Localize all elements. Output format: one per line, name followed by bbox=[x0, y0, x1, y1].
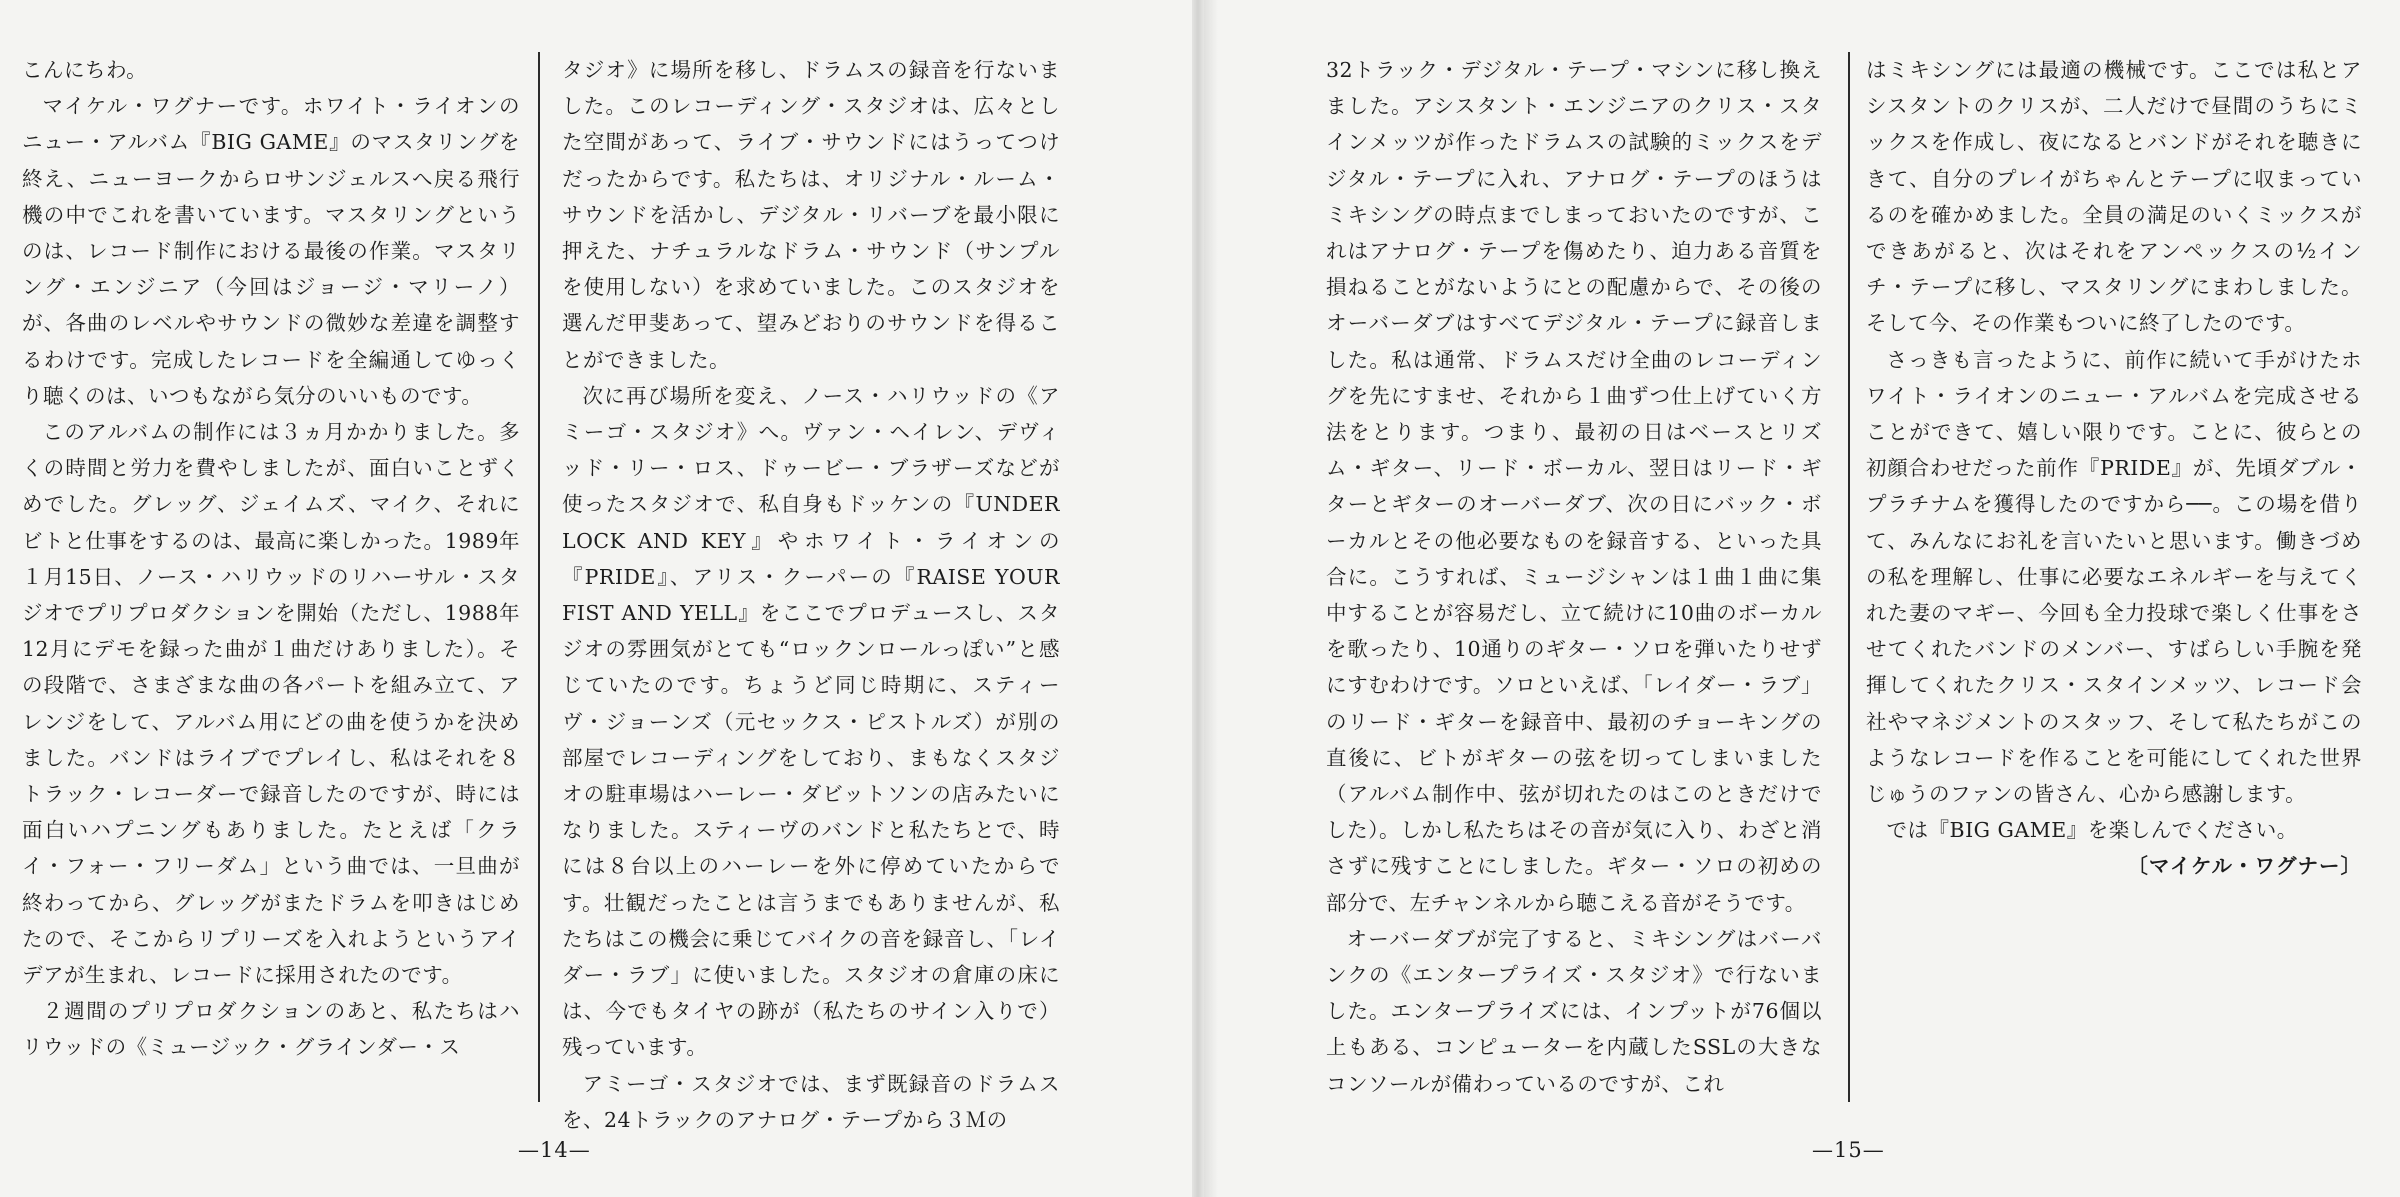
paragraph: アミーゴ・スタジオでは、まず既録音のドラムスを、24トラックのアナログ・テープから３Ｍの bbox=[562, 1071, 1060, 1132]
paragraph: はミキシングには最適の機械です。ここでは私とアシスタントのクリスが、二人だけで昼間のうちにミックスを作成し、夜になるとバンドがそれを聴きにきて、自分のプレイがちゃんとテープに収まっているのを確かめました。全員の満足のいくミックスができあがると、次はそれをアンペックスの½インチ・テープに移し、マスタリングにまわしました。そして今、その作業もついに終了したのです。 bbox=[1866, 58, 2362, 336]
paragraph: マイケル・ワグナーです。ホワイト・ライオンのニュー・アルバム『BIG GAME』のマスタリングを終え、ニューヨークからロサンジェルスへ戻る飛行機の中でこれを書いています。マスタリングというのは、レコード制作における最後の作業。マスタリング・エンジニア（今回はジョージ・マリーノ）が、各曲のレベルやサウンドの微妙な差違を調整するわけです。完成したレコードを全編通してゆっくり聴くのは、いつもながら気分のいいものです。 bbox=[22, 94, 520, 408]
right-page bbox=[1204, 0, 2400, 1197]
paragraph: ２週間のプリプロダクションのあと、私たちはハリウッドの《ミュージック・グラインダー・ス bbox=[22, 999, 520, 1060]
book-spine bbox=[1192, 0, 1204, 1197]
paragraph: では『BIG GAME』を楽しんでください。 bbox=[1886, 818, 2298, 843]
paragraph: オーバーダブが完了すると、ミキシングはバーバンクの《エンタープライズ・スタジオ》で行ないました。エンタープライズには、インプットが76個以上もある、コンピューターを内蔵したSSLの大きなコンソールが備わっているのですが、これ bbox=[1326, 926, 1822, 1096]
column-1 bbox=[22, 52, 520, 1066]
paragraph: こんにちわ。 bbox=[22, 58, 148, 82]
signature: 〔マイケル・ワグナー〕 bbox=[2127, 854, 2362, 879]
gutter-shadow bbox=[1204, 0, 1218, 1197]
page-number: —15— bbox=[1812, 1138, 1885, 1162]
column-3 bbox=[1326, 52, 1822, 1102]
page-number: —14— bbox=[518, 1138, 591, 1162]
paragraph: さっきも言ったように、前作に続いて手がけたホワイト・ライオンのニュー・アルバムを完成させることができて、嬉しい限りです。ことに、彼らとの初顔合わせだった前作『PRIDE』が、先頃ダブル・プラチナムを獲得したのですから──。この場を借りて、みんなにお礼を言いたいと思います。働きづめの私を理解し、仕事に必要なエネルギーを与えてくれた妻のマギー、今回も全力投球で楽しく仕事をさせてくれたバンドのメンバー、すばらしい手腕を発揮してくれたクリス・スタインメッツ、レコード会社やマネジメントのスタッフ、そして私たちがこのようなレコードを作ることを可能にしてくれた世界じゅうのファンの皆さん、心から感謝します。 bbox=[1866, 347, 2362, 807]
column-divider bbox=[538, 52, 540, 1102]
column-4 bbox=[1866, 52, 2362, 885]
column-divider bbox=[1848, 52, 1850, 1102]
left-page bbox=[0, 0, 1192, 1197]
paragraph: このアルバムの制作には３ヵ月かかりました。多くの時間と労力を費やしましたが、面白いことずくめでした。グレッグ、ジェイムズ、マイク、それにビトと仕事をするのは、最高に楽しかった。1989年１月15日、ノース・ハリウッドのリハーサル・スタジオでプリプロダクションを開始（ただし、1988年12月にデモを録った曲が１曲だけありました）。その段階で、さまざまな曲の各パートを組み立て、アレンジをして、アルバム用にどの曲を使うかを決めました。バンドはライブでプレイし、私はそれを８トラック・レコーダーで録音したのですが、時には面白いハプニングもありました。たとえば「クライ・フォー・フリーダム」という曲では、一旦曲が終わってから、グレッグがまたドラムを叩きはじめたので、そこからリプリーズを入れようというアイデアが生まれ、レコードに採用されたのです。 bbox=[22, 420, 520, 988]
column-2 bbox=[562, 52, 1060, 1138]
paragraph: 次に再び場所を変え、ノース・ハリウッドの《アミーゴ・スタジオ》へ。ヴァン・ヘイレン、デヴィッド・リー・ロス、ドゥービー・ブラザーズなどが使ったスタジオで、私自身もドッケンの『UNDER LOCK AND KEY』やホワイト・ライオンの『PRIDE』、アリス・クーパーの『RAISE YOUR FIST AND YELL』をここでプロデュースし、スタジオの雰囲気がとても“ロックンロールっぽい”と感じていたのです。ちょうど同じ時期に、スティーヴ・ジョーンズ（元セックス・ピストルズ）が別の部屋でレコーディングをしており、まもなくスタジオの駐車場はハーレー・ダビットソンの店みたいになりました。スティーヴのバンドと私たちとで、時には８台以上のハーレーを外に停めていたからです。壮観だったことは言うまでもありませんが、私たちはこの機会に乗じてバイクの音を録音し、「レイダー・ラブ」に使いました。スタジオの倉庫の床には、今でもタイヤの跡が（私たちのサイン入りで）残っています。 bbox=[562, 383, 1060, 1060]
paragraph: タジオ》に場所を移し、ドラムスの録音を行ないました。このレコーディング・スタジオは、広々とした空間があって、ライブ・サウンドにはうってつけだったからです。私たちは、オリジナル・ルーム・サウンドを活かし、デジタル・リバーブを最小限に押えた、ナチュラルなドラム・サウンド（サンプルを使用しない）を求めていました。このスタジオを選んだ甲斐あって、望みどおりのサウンドを得ることができました。 bbox=[562, 58, 1060, 372]
paragraph: 32トラック・デジタル・テープ・マシンに移し換えました。アシスタント・エンジニアのクリス・スタインメッツが作ったドラムスの試験的ミックスをデジタル・テープに入れ、アナログ・テープのほうはミキシングの時点までしまっておいたのですが、これはアナログ・テープを傷めたり、迫力ある音質を損ねることがないようにとの配慮からで、その後のオーバーダブはすべてデジタル・テープに録音しました。私は通常、ドラムスだけ全曲のレコーディングを先にすませ、それから１曲ずつ仕上げていく方法をとります。つまり、最初の日はベースとリズム・ギター、リード・ボーカル、翌日はリード・ギターとギターのオーバーダブ、次の日にバック・ボーカルとその他必要なものを録音する、といった具合に。こうすれば、ミュージシャンは１曲１曲に集中することが容易だし、立て続けに10曲のボーカルを歌ったり、10通りのギター・ソロを弾いたりせずにすむわけです。ソロといえば、「レイダー・ラブ」のリード・ギターを録音中、最初のチョーキングの直後に、ビトがギターの弦を切ってしまいました（アルバム制作中、弦が切れたのはこのときだけでした）。しかし私たちはその音が気に入り、わざと消さずに残すことにしました。ギター・ソロの初めの部分で、左チャンネルから聴こえる音がそうです。 bbox=[1326, 58, 1822, 915]
